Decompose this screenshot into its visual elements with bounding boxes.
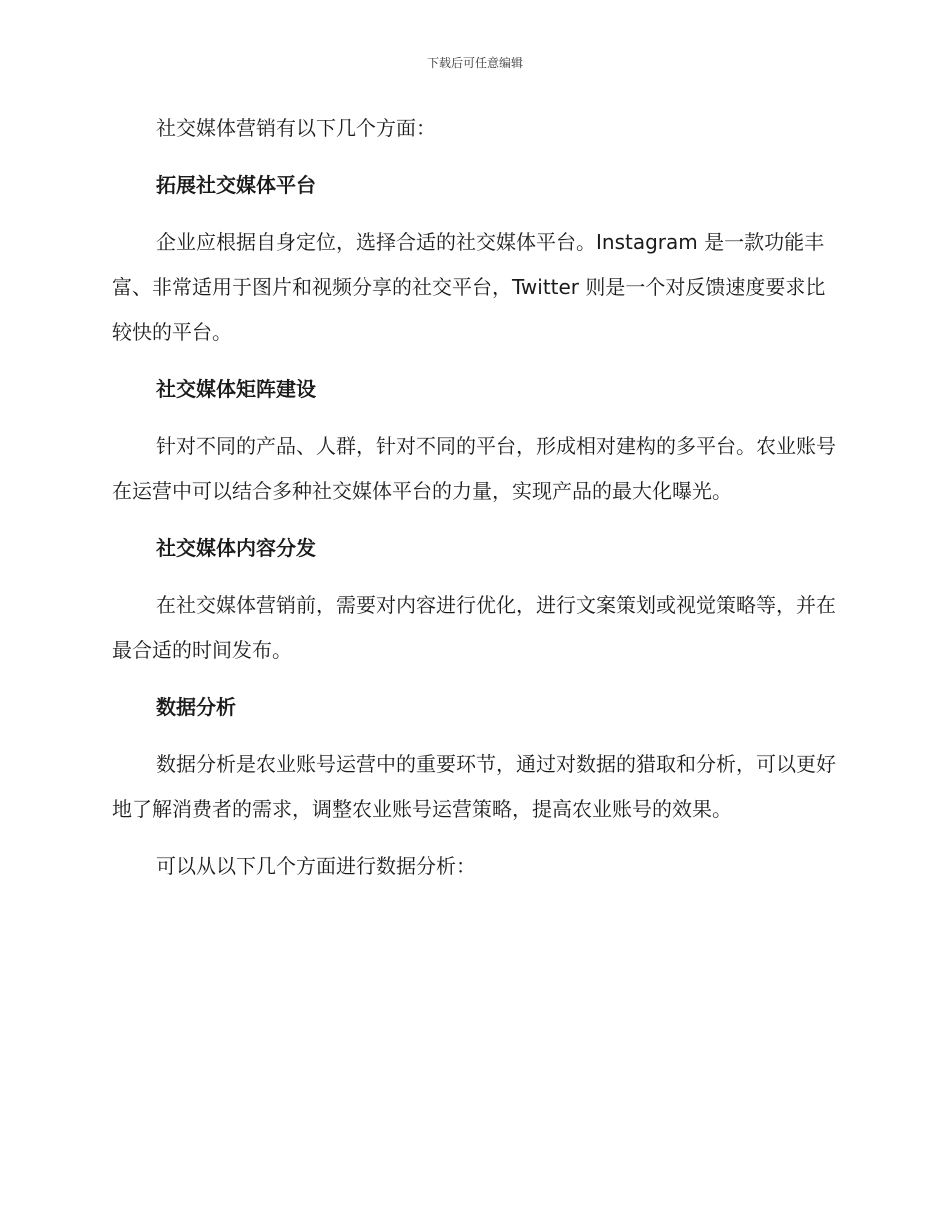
section-body-matrix: 针对不同的产品、人群，针对不同的平台，形成相对建构的多平台。农业账号在运营中可以结合多种社交媒体平台的力量，实现产品的最大化曝光。 — [112, 434, 836, 503]
section-heading-analysis: 数据分析 — [156, 695, 236, 719]
section-heading-distribution: 社交媒体内容分发 — [156, 536, 316, 560]
section-body-analysis: 数据分析是农业账号运营中的重要环节，通过对数据的猎取和分析，可以更好地了解消费者的需求，调整农业账号运营策略，提高农业账号的效果。 — [112, 752, 836, 821]
section-body-platforms: 企业应根据自身定位，选择合适的社交媒体平台。Instagram 是一款功能丰富、非常适用于图片和视频分享的社交平台，Twitter 则是一个对反馈速度要求比较快的平台。 — [112, 230, 826, 344]
section-body-distribution: 在社交媒体营销前，需要对内容进行优化，进行文案策划或视觉策略等，并在最合适的时间发布。 — [112, 593, 836, 662]
closing-paragraph: 可以从以下几个方面进行数据分析： — [156, 854, 476, 878]
section-heading-platforms: 拓展社交媒体平台 — [156, 173, 316, 197]
intro-paragraph: 社交媒体营销有以下几个方面： — [156, 116, 436, 140]
page-header: 下载后可任意编辑 — [426, 56, 523, 70]
document-body — [112, 106, 838, 889]
section-heading-matrix: 社交媒体矩阵建设 — [156, 377, 316, 401]
